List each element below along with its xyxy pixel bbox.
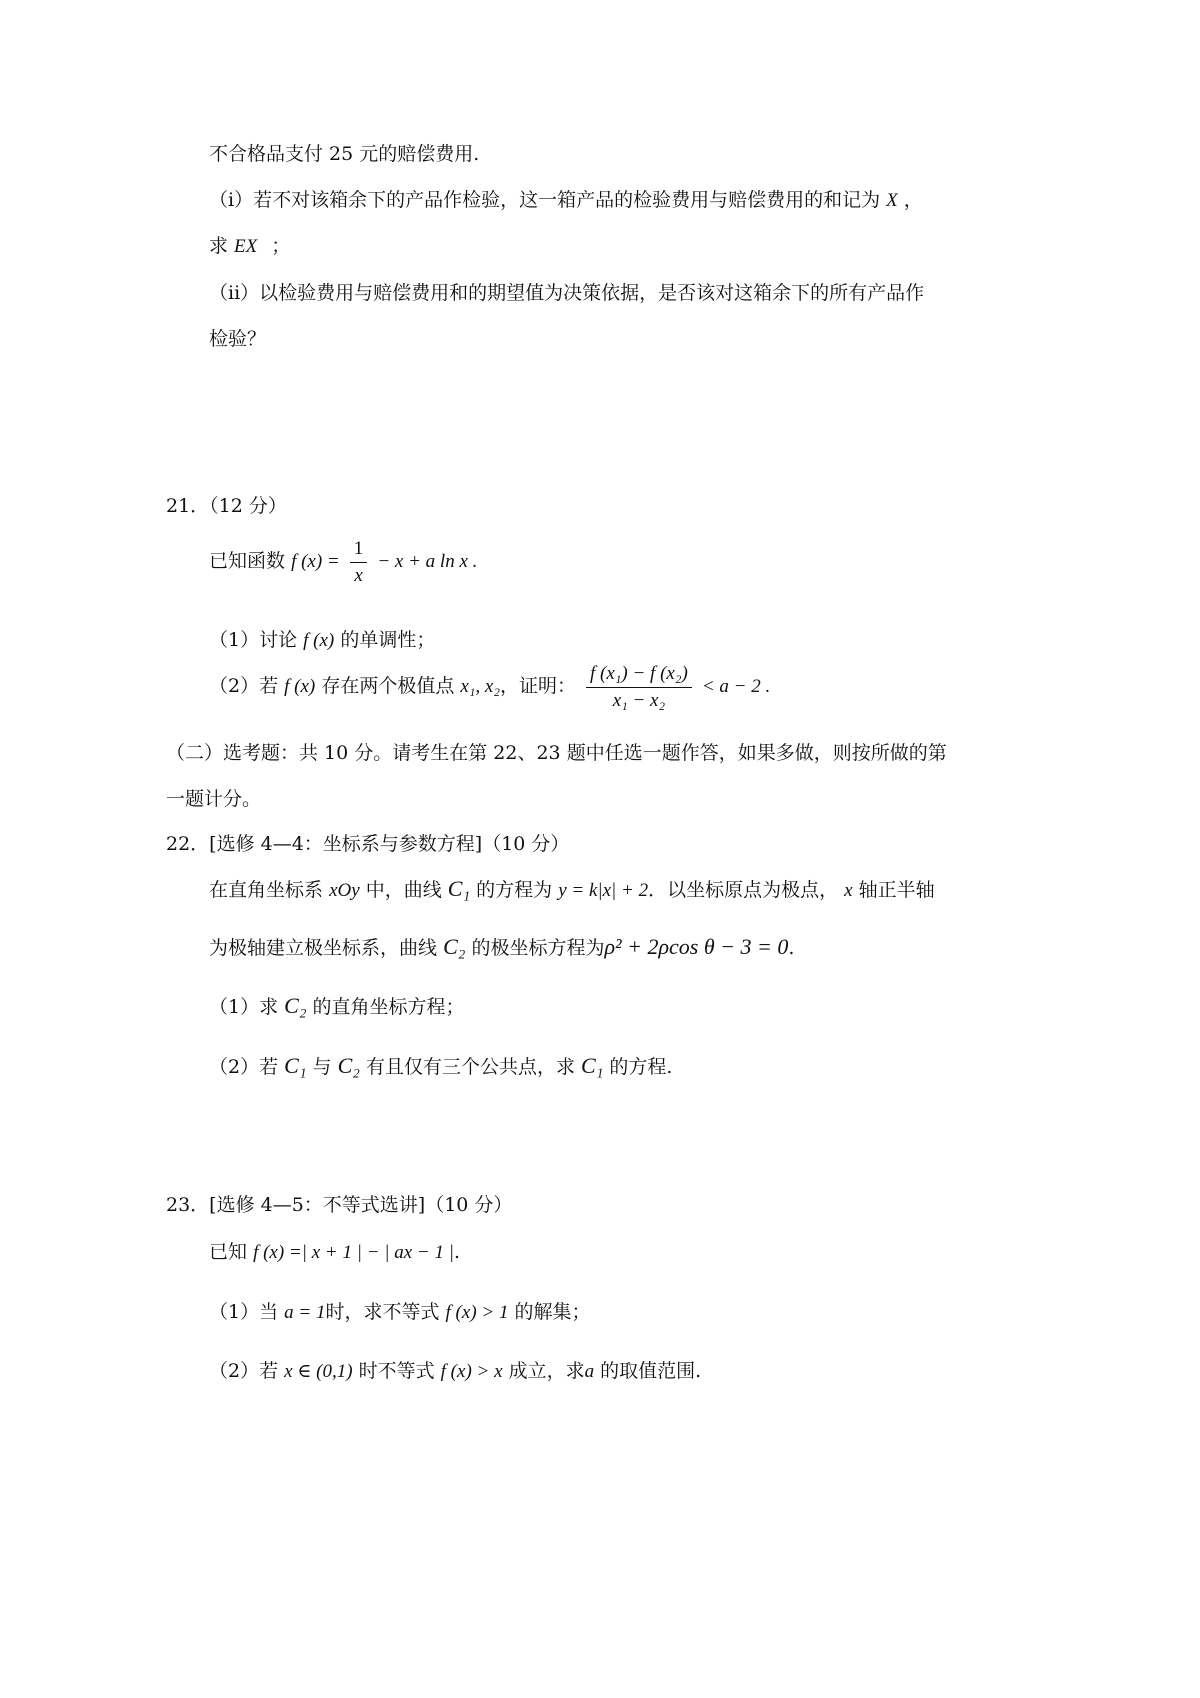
q22-p2-b: 与 bbox=[312, 1056, 332, 1078]
q23-p1-b: 时，求不等式 bbox=[325, 1301, 440, 1323]
q22-p2-c: 有且仅有三个公共点，求 bbox=[365, 1056, 575, 1078]
section2-line1: （二）选考题：共 10 分。请考生在第 22、23 题中任选一题作答，如果多做，则按所做的第 bbox=[166, 742, 947, 764]
q21-p2-fraction bbox=[586, 661, 692, 714]
q20-part-i bbox=[209, 186, 923, 215]
q22-l2-b: 的极坐标方程为 bbox=[471, 937, 605, 959]
q22-l1-e: 轴正半轴 bbox=[858, 879, 935, 901]
q21-given-fraction bbox=[350, 536, 368, 589]
q20-part-ii-label: （ii） bbox=[209, 282, 260, 304]
q23-p2-c: 成立，求 bbox=[508, 1360, 585, 1382]
q22-p1-b: 的直角坐标方程； bbox=[312, 996, 465, 1018]
q21-given-prefix: 已知函数 bbox=[209, 550, 286, 572]
q21-p2-prove: ，证明： bbox=[499, 675, 576, 697]
q23-p2-a-var: a bbox=[584, 1361, 595, 1382]
q22-l2-a: 为极轴建立极坐标系，曲线 bbox=[209, 937, 438, 959]
q23-p2-d: 的取值范围. bbox=[600, 1360, 702, 1382]
q21-p2-vars: x₁, x₂ bbox=[460, 676, 500, 697]
q22-eq: y = k|x| + 2 bbox=[558, 880, 649, 901]
q21-header: 21．（12 分） bbox=[166, 495, 287, 517]
q22-line2 bbox=[209, 933, 794, 962]
q22-line1 bbox=[209, 875, 935, 905]
q23-p2-cond: x ∈ (0,1) bbox=[284, 1361, 353, 1382]
q22-c2: C₂ bbox=[443, 934, 466, 959]
q22-x: x bbox=[844, 880, 853, 901]
q22-l1-c: 的方程为 bbox=[476, 879, 553, 901]
q22-p2-a: （2）若 bbox=[209, 1056, 279, 1078]
q21-p2-rhs: < a − 2 . bbox=[701, 676, 771, 697]
q22-p1-c2: C₂ bbox=[284, 993, 307, 1018]
section2-line2: 一题计分。 bbox=[166, 788, 262, 810]
q23-p2-a: （2）若 bbox=[209, 1360, 279, 1382]
q23-given-eq: f (x) =| x + 1 | − | ax − 1 | bbox=[253, 1242, 454, 1263]
q20-part-i-ask bbox=[209, 232, 290, 261]
q22-xoy: xOy bbox=[329, 880, 360, 901]
q21-p2-frac-den: x₁ − x₂ bbox=[612, 689, 666, 711]
q22-part2 bbox=[209, 1052, 672, 1081]
q21-p1-label: （1）讨论 bbox=[209, 629, 298, 651]
q22-p2-c1: C₁ bbox=[284, 1053, 307, 1078]
q23-part2 bbox=[209, 1357, 701, 1386]
q21-given-lhs: f (x) = bbox=[291, 551, 340, 572]
q20-ask-end: ； bbox=[271, 235, 291, 257]
q23-part1 bbox=[209, 1298, 591, 1327]
q23-p1-eq: a = 1 bbox=[284, 1302, 326, 1323]
q20-part-i-punct: ， bbox=[903, 189, 923, 211]
q20-part-i-label: （i） bbox=[209, 189, 254, 211]
q21-frac-den: x bbox=[354, 564, 363, 586]
q20-part-ii-text2: 检验？ bbox=[209, 328, 267, 350]
q20-part-i-text: 若不对该箱余下的产品作检验，这一箱产品的检验费用与赔偿费用的和记为 bbox=[253, 189, 881, 211]
q20-part-i-var: X bbox=[886, 190, 898, 211]
q21-part2 bbox=[209, 658, 770, 715]
q21-p1-fx: f (x) bbox=[303, 630, 335, 651]
q20-part-ii bbox=[209, 279, 924, 307]
q22-header: 22．[选修 4—4：坐标系与参数方程]（10 分） bbox=[166, 833, 570, 855]
q23-p1-ineq: f (x) > 1 bbox=[445, 1302, 509, 1323]
q22-p1-a: （1）求 bbox=[209, 996, 279, 1018]
q22-l1-a: 在直角坐标系 bbox=[209, 879, 324, 901]
q22-p2-d: 的方程. bbox=[609, 1056, 673, 1078]
q21-given-rest: − x + a ln x . bbox=[377, 551, 478, 572]
q22-l1-b: 中，曲线 bbox=[365, 879, 442, 901]
q22-p2-c2: C₂ bbox=[337, 1053, 360, 1078]
q20-ask-text: 求 bbox=[209, 235, 229, 257]
q22-p2-c1b: C₁ bbox=[581, 1053, 604, 1078]
q23-p1-c: 的解集； bbox=[514, 1301, 591, 1323]
q22-polar-eq: ρ² + 2ρcos θ − 3 = 0 bbox=[604, 934, 789, 959]
q20-part-ii-text: 以检验费用与赔偿费用和的期望值为决策依据，是否该对这箱余下的所有产品作 bbox=[259, 282, 925, 304]
q22-l1-d: ．以坐标原点为极点， bbox=[648, 879, 839, 901]
q21-part1 bbox=[209, 626, 435, 655]
q22-l2-end: . bbox=[788, 937, 795, 959]
q20-line1: 不合格品支付 25 元的赔偿费用. bbox=[209, 143, 480, 165]
q23-p2-ineq: f (x) > x bbox=[440, 1361, 503, 1382]
q22-c1: C₁ bbox=[447, 876, 471, 901]
q23-given-a: 已知 bbox=[209, 1241, 248, 1263]
q21-p2-text: 存在两个极值点 bbox=[321, 675, 455, 697]
q21-given bbox=[209, 534, 477, 589]
q23-p1-a: （1）当 bbox=[209, 1301, 279, 1323]
q23-given bbox=[209, 1238, 460, 1267]
q20-ask-var: EX bbox=[234, 236, 258, 257]
q23-p2-b: 时不等式 bbox=[358, 1360, 435, 1382]
q21-p2-frac-num: f (x₁) − f (x₂) bbox=[590, 662, 688, 684]
q21-p2-label: （2）若 bbox=[209, 675, 279, 697]
q21-p2-fx: f (x) bbox=[284, 676, 316, 697]
q22-part1 bbox=[209, 992, 465, 1021]
q23-given-end: . bbox=[453, 1241, 461, 1263]
q21-frac-num: 1 bbox=[353, 537, 364, 559]
q23-header: 23．[选修 4—5：不等式选讲]（10 分） bbox=[166, 1194, 513, 1216]
q21-p1-text: 的单调性； bbox=[340, 629, 436, 651]
